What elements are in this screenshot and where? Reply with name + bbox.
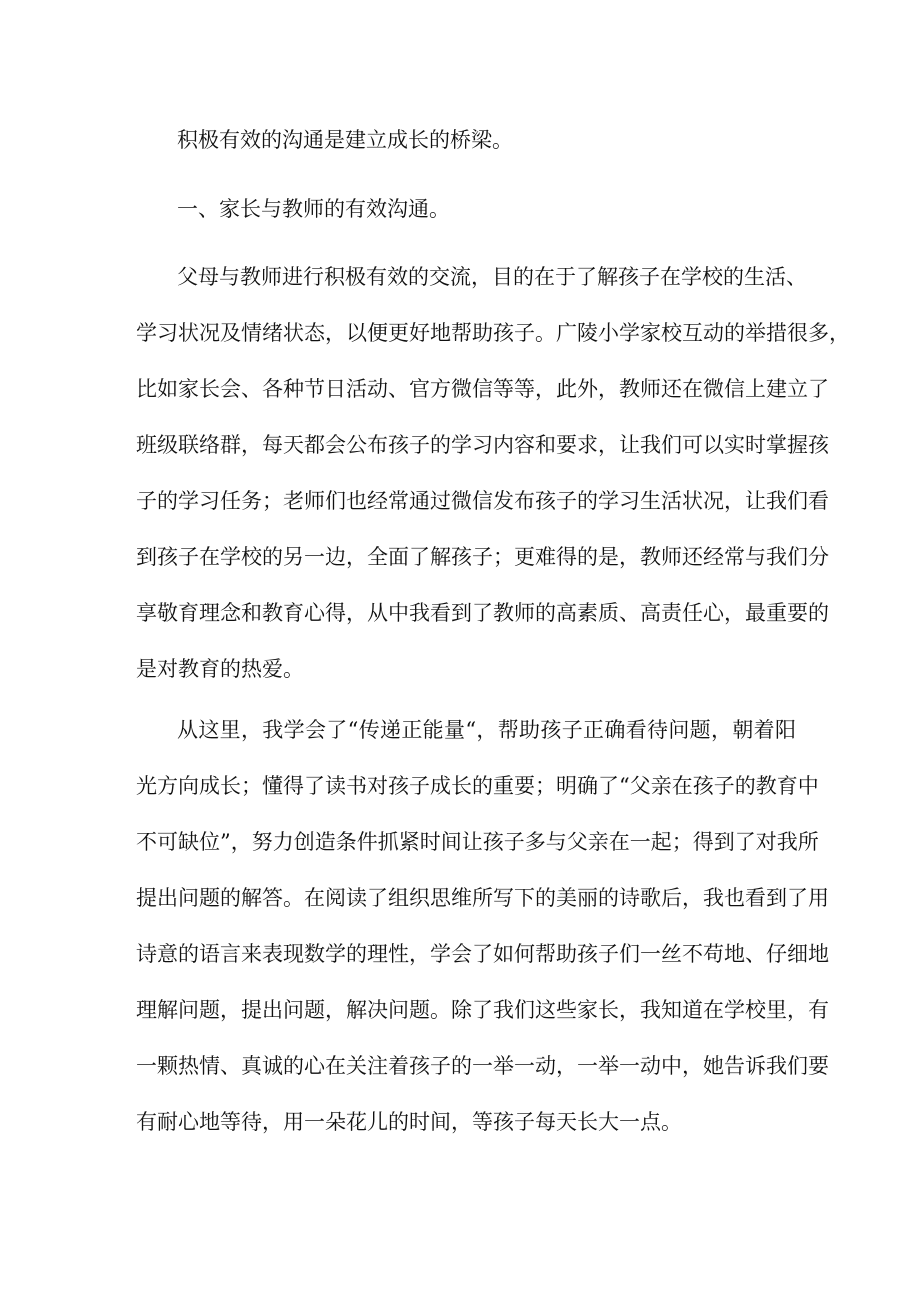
paragraph-2-line: 一颗热情、真诚的心在关注着孩子的一举一动，一举一动中，她告诉我们要 <box>136 1054 829 1078</box>
paragraph-2-line: 诗意的语言来表现数学的理性，学会了如何帮助孩子们一丝不苟地、仔细地 <box>136 942 829 966</box>
paragraph-1-line: 比如家长会、各种节日活动、官方微信等等，此外，教师还在微信上建立了 <box>136 377 829 401</box>
paragraph-2-line: 不可缺位”，努力创造条件抓紧时间让孩子多与父亲在一起；得到了对我所 <box>136 830 819 854</box>
paragraph-1-line: 父母与教师进行积极有效的交流，目的在于了解孩子在学校的生活、 <box>177 265 807 289</box>
paragraph-1-line: 班级联络群，每天都会公布孩子的学习内容和要求，让我们可以实时掌握孩 <box>136 433 829 457</box>
paragraph-2-line: 提出问题的解答。在阅读了组织思维所写下的美丽的诗歌后，我也看到了用 <box>136 886 829 910</box>
paragraph-2-line: 从这里，我学会了“传递正能量“，帮助孩子正确看待问题，朝着阳 <box>177 718 796 742</box>
paragraph-2-line: 有耐心地等待，用一朵花儿的时间，等孩子每天长大一点。 <box>136 1110 682 1134</box>
paragraph-1-line: 是对教育的热爱。 <box>136 657 304 681</box>
paragraph-1-line: 子的学习任务；老师们也经常通过微信发布孩子的学习生活状况，让我们看 <box>136 489 829 513</box>
paragraph-1-line: 到孩子在学校的另一边，全面了解孩子；更难得的是，教师还经常与我们分 <box>136 545 829 569</box>
paragraph-2-line: 光方向成长；懂得了读书对孩子成长的重要；明确了“父亲在孩子的教育中 <box>136 774 819 798</box>
section-title: 一、家长与教师的有效沟通。 <box>177 197 450 221</box>
paragraph-1-line: 学习状况及情绪状态，以便更好地帮助孩子。广陵小学家校互动的举措很多， <box>136 321 850 345</box>
paragraph-2-line: 理解问题，提出问题，解决问题。除了我们这些家长，我知道在学校里，有 <box>136 998 829 1022</box>
paragraph-1-line: 享敬育理念和教育心得，从中我看到了教师的高素质、高责任心，最重要的 <box>136 601 829 625</box>
heading-line: 积极有效的沟通是建立成长的桥梁。 <box>177 128 513 152</box>
